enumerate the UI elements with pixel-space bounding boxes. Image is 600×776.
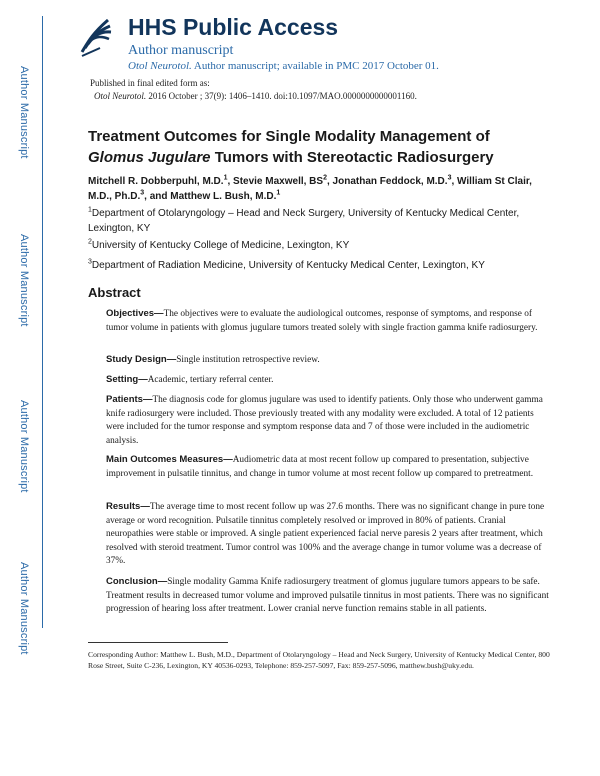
journal-abbrev: Otol Neurotol. bbox=[128, 60, 192, 72]
title-italic-text: Glomus Jugulare bbox=[88, 149, 211, 166]
manuscript-sidebar bbox=[0, 0, 44, 776]
author-separator: , bbox=[227, 176, 234, 187]
section-text: Single modality Gamma Knife radiosurgery treatment of glomus jugulare tumors appears to be safe. Treatment results in decreased tumor volume and improved pulsatile tinnitus in most patients. There was no significant progression of hearing loss after treatment. Lower cranial nerve function remains stable in all patients. bbox=[106, 577, 549, 614]
author-affiliation-sup: 3 bbox=[140, 189, 145, 197]
section-label: Patients— bbox=[106, 394, 153, 405]
citation-details: 2016 October ; 37(9): 1406–1410. doi:10.1097/MAO.0000000000001160. bbox=[148, 91, 417, 101]
sidebar-label: Author Manuscript bbox=[18, 400, 30, 493]
abstract-patients bbox=[106, 393, 554, 448]
title-text: Treatment Outcomes for Single Modality Management of bbox=[88, 128, 490, 145]
affiliation-sup: 2 bbox=[88, 238, 92, 246]
author-separator: , bbox=[451, 176, 458, 187]
publication-info bbox=[90, 77, 417, 103]
journal-availability-line bbox=[128, 60, 439, 72]
section-label: Conclusion— bbox=[106, 576, 168, 587]
affiliation-sup: 3 bbox=[88, 258, 92, 266]
page-header bbox=[78, 12, 578, 72]
section-text: Academic, tertiary referral center. bbox=[147, 375, 274, 385]
author-name: Jonathan Feddock, M.D. bbox=[332, 176, 448, 187]
abstract-conclusion bbox=[106, 575, 554, 617]
author-affiliation-sup: 1 bbox=[223, 174, 228, 182]
affiliation bbox=[88, 206, 558, 236]
affiliation-text: Department of Radiation Medicine, University of Kentucky Medical Center, Lexington, KY bbox=[91, 260, 485, 271]
citation-line bbox=[90, 90, 417, 103]
citation-journal: Otol Neurotol. bbox=[94, 91, 147, 101]
author-separator: , bbox=[326, 176, 333, 187]
abstract-heading: Abstract bbox=[88, 285, 141, 300]
author-name: Matthew L. Bush, M.D. bbox=[170, 191, 277, 202]
sidebar-divider bbox=[42, 16, 43, 628]
section-text: The average time to most recent follow up was 27.6 months. There was no significant change in pure tone average or word recognition. Pulsatile tinnitus completely resolved or improved in 80% of patients. Cranial neuropathies were stable or improved. A single patient experienced facial nerve paresis 2 years after treatment, which resolved with steroid treatment. Tumor control was 100% and the average change in tumor volume was a decrease of 37%. bbox=[106, 502, 545, 566]
sidebar-label: Author Manuscript bbox=[18, 234, 30, 327]
author-manuscript-subtitle: Author manuscript bbox=[128, 43, 234, 58]
hhs-eagle-logo-icon bbox=[78, 12, 114, 62]
affiliation-text: University of Kentucky College of Medicine, Lexington, KY bbox=[91, 240, 350, 251]
published-line: Published in final edited form as: bbox=[90, 78, 210, 88]
abstract-main-outcomes bbox=[106, 453, 554, 481]
author-list bbox=[88, 174, 558, 204]
section-label: Main Outcomes Measures— bbox=[106, 454, 233, 465]
section-label: Setting— bbox=[106, 374, 148, 385]
section-label: Study Design— bbox=[106, 354, 177, 365]
affiliation bbox=[88, 258, 558, 273]
section-text: Single institution retrospective review. bbox=[176, 355, 320, 365]
section-text: Audiometric data at most recent follow up compared to presentation, subjective improvement in pulsatile tinnitus, and change in tumor volume at most recent follow up compared to pretreatment. bbox=[106, 455, 534, 479]
hhs-public-access-title: HHS Public Access bbox=[128, 14, 339, 40]
affiliation bbox=[88, 238, 558, 253]
abstract-results bbox=[106, 500, 554, 569]
footnote-divider bbox=[88, 642, 228, 643]
paper-title bbox=[88, 126, 548, 168]
author-name: Mitchell R. Dobberpuhl, M.D. bbox=[88, 176, 224, 187]
author-affiliation-sup: 3 bbox=[447, 174, 452, 182]
title-text: Tumors with Stereotactic Radiosurgery bbox=[210, 149, 494, 166]
availability-text: Author manuscript; available in PMC 2017 October 01. bbox=[193, 60, 439, 72]
section-label: Objectives— bbox=[106, 308, 164, 319]
sidebar-label: Author Manuscript bbox=[18, 562, 30, 655]
section-text: The diagnosis code for glomus jugulare was used to identify patients. Only those who underwent gamma knife radiosurgery were included. Those previously treated with any modality were excluded. A total of 12 patients were included for the tumor response and symptom response data and 7 of those were included in the audiometric analysis. bbox=[106, 395, 543, 446]
author-name: William St Clair, M.D., Ph.D. bbox=[88, 176, 532, 202]
author-name: Stevie Maxwell, BS bbox=[233, 176, 324, 187]
section-text: The objectives were to evaluate the audiological outcomes, response of symptoms, and response of tumor volume in patients with glomus jugulare tumors treated solely with single fraction gamma knife radiosurgery. bbox=[106, 309, 538, 333]
affiliation-text: Department of Otolaryngology – Head and Neck Surgery, University of Kentucky Medical Center, Lexington, KY bbox=[88, 208, 520, 234]
section-label: Results— bbox=[106, 501, 150, 512]
author-separator: , and bbox=[144, 191, 171, 202]
sidebar-label: Author Manuscript bbox=[18, 66, 30, 159]
abstract-objectives bbox=[106, 307, 554, 335]
corresponding-author-footnote: Corresponding Author: Matthew L. Bush, M.D., Department of Otolaryngology – Head and Neck Surgery, University of Kentucky Medical Center, 800 Rose Street, Suite C-236, Lexington, KY 40536-0293, Telephone: 859-257-5097, Fax: 859-257-5096, matthew.bush@uky.edu. bbox=[88, 650, 550, 670]
affiliation-sup: 1 bbox=[88, 206, 92, 214]
author-affiliation-sup: 1 bbox=[276, 189, 281, 197]
abstract-study-design bbox=[106, 353, 554, 368]
abstract-setting bbox=[106, 373, 554, 388]
author-affiliation-sup: 2 bbox=[323, 174, 327, 182]
